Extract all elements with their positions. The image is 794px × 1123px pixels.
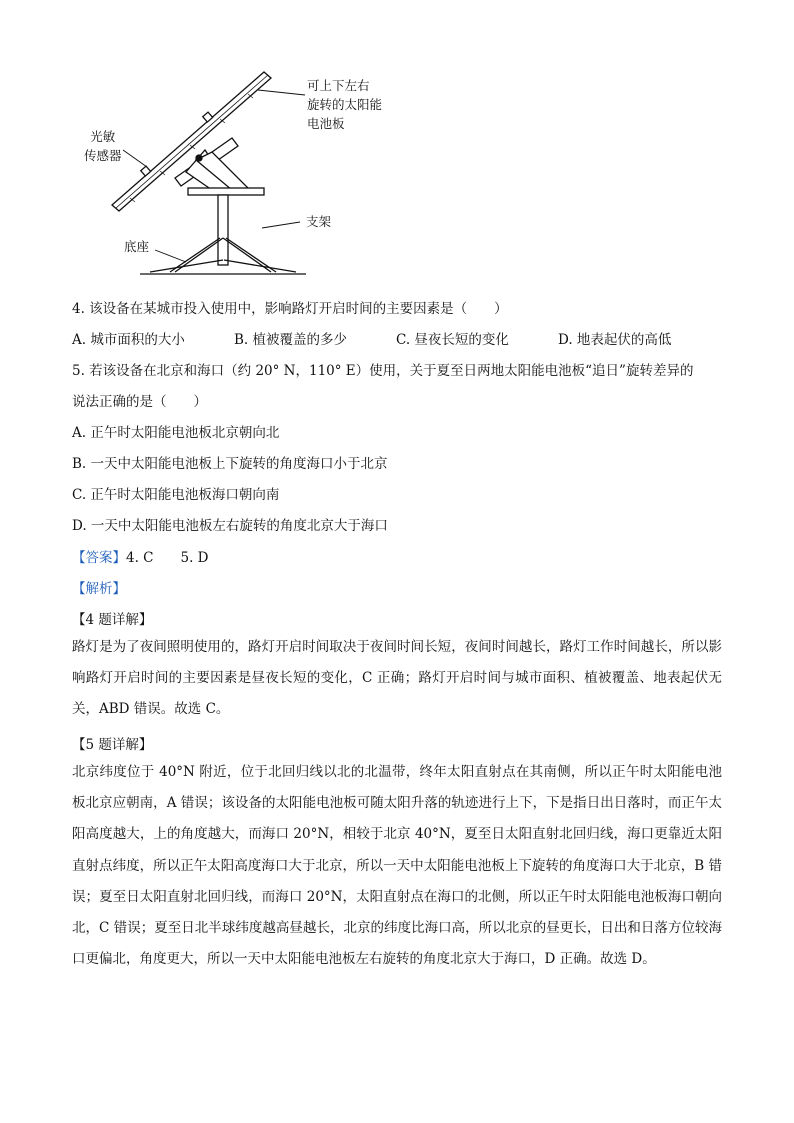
detail4-tag: 【4 题详解】: [72, 612, 153, 628]
base-label: 底座: [124, 239, 150, 254]
q4-options: [72, 328, 671, 348]
q5-option-d: D. 一天中太阳能电池板左右旋转的角度北京大于海口: [72, 518, 388, 534]
detail5-tag: 【5 题详解】: [72, 737, 153, 753]
q4-option-a: A. 城市面积的大小: [72, 332, 185, 348]
q5-stem-line1: 5. 若该设备在北京和海口（约 20° N，110° E）使用，关于夏至日两地太阳能电池板“追日”旋转差异的: [72, 363, 694, 379]
detail5-text: 北京纬度位于 40°N 附近，位于北回归线以北的北温带，终年太阳直射点在其南侧，所以正午时太阳能电池板北京应朝南，A 错误；该设备的太阳能电池板可随太阳升落的轨迹进行上下，下是指日出日落时，而正午太阳高度越大，上的角度越大，而海口 20°N，相较于北京 40°N，夏至日太阳直射北回归线，海口更靠近太阳直射点纬度，所以正午太阳高度海口大于北京，所以一天中太阳能电池板上下旋转的角度海口大于北京，B 错误；夏至日太阳直射北回归线，而海口 20°N，太阳直射点在海口的北侧，所以正午时太阳能电池板海口朝向北，C 错误；夏至日北半球纬度越高昼越长，北京的纬度比海口高，所以北京的昼更长，日出和日落方位较海口更偏北，角度更大，所以一天中太阳能电池板左右旋转的角度北京大于海口，D 正确。故选 D。: [72, 764, 722, 968]
answer-tag: 【答案】: [72, 550, 126, 566]
answer-line: [72, 546, 209, 566]
q4-option-b: B. 植被覆盖的多少: [234, 332, 348, 348]
q4-option-c: C. 昼夜长短的变化: [396, 332, 509, 348]
stand-label: 支架: [306, 214, 332, 229]
sensor-label: 光敏 传感器: [84, 129, 122, 163]
q5-option-b: B. 一天中太阳能电池板上下旋转的角度海口小于北京: [72, 456, 388, 472]
panel-label: 可上下左右 旋转的太阳能 电池板: [307, 78, 383, 131]
q4-stem: 4. 该设备在某城市投入使用中，影响路灯开启时间的主要因素是（ ）: [72, 301, 508, 317]
q5-option-c: C. 正午时太阳能电池板海口朝向南: [72, 487, 280, 503]
analysis-tag: 【解析】: [72, 581, 126, 597]
q5-stem-line2: 说法正确的是（ ）: [72, 394, 207, 410]
q5-option-a: A. 正午时太阳能电池板北京朝向北: [72, 425, 280, 441]
answer-text: 4. C 5. D: [126, 550, 209, 566]
q4-option-d: D. 地表起伏的高低: [558, 332, 672, 348]
solar-device-figure: [0, 0, 794, 290]
detail4-text: 路灯是为了夜间照明使用的，路灯开启时间取决于夜间时间长短，夜间时间越长，路灯工作时间越长，所以影响路灯开启时间的主要因素是昼夜长短的变化，C 正确；路灯开启时间与城市面积、植被覆盖、地表起伏无关，ABD 错误。故选 C。: [72, 639, 722, 718]
